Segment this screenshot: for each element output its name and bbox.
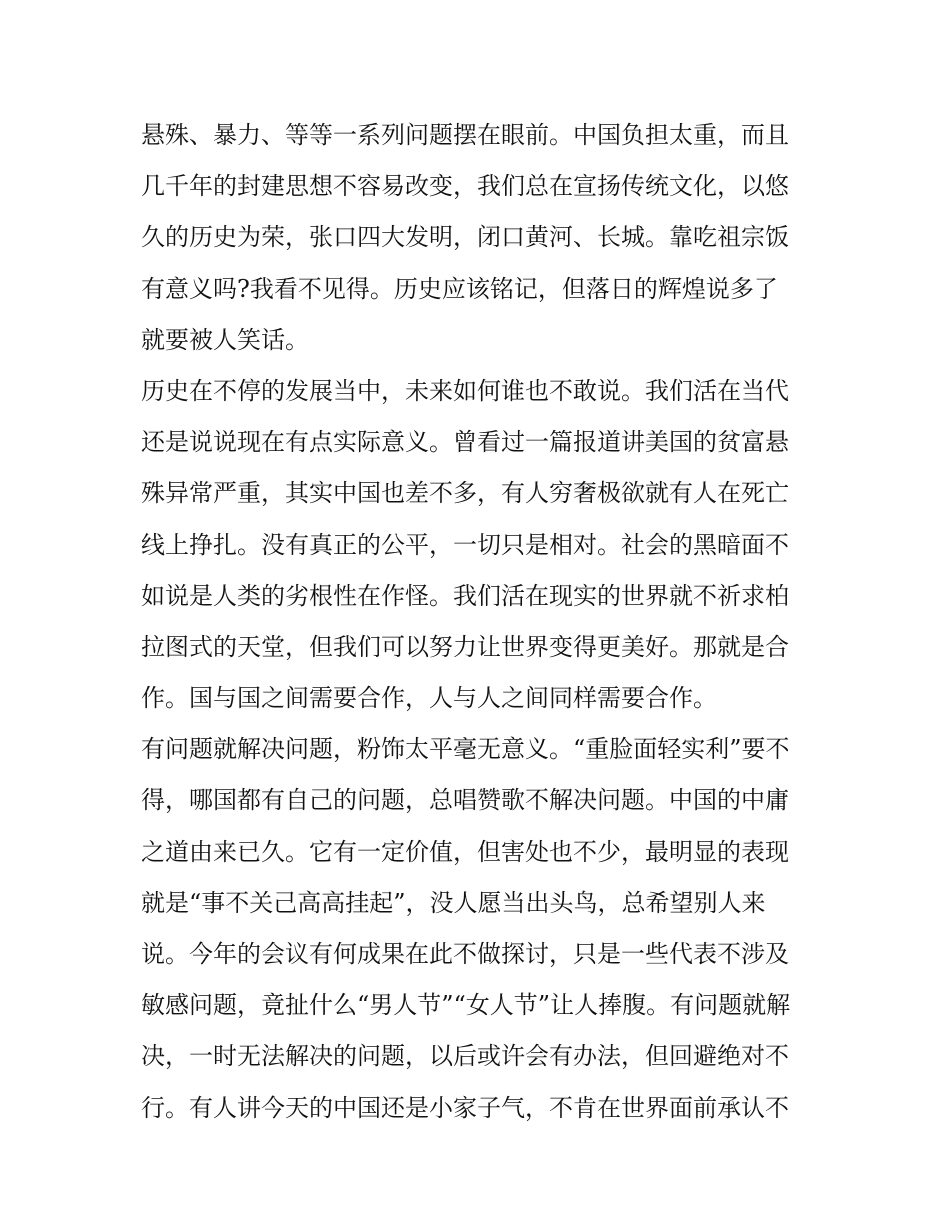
- text-line: 作。国与国之间需要合作，人与人之间同样需要合作。: [141, 684, 717, 713]
- text-line: 还是说说现在有点实际意义。曾看过一篇报道讲美国的贫富悬: [141, 428, 789, 457]
- text-line: 拉图式的天堂，但我们可以努力让世界变得更美好。那就是合: [141, 632, 789, 661]
- text-line: 几千年的封建思想不容易改变，我们总在宣扬传统文化，以悠: [141, 172, 789, 201]
- text-line: 决，一时无法解决的问题，以后或许会有办法，但回避绝对不: [141, 1042, 789, 1071]
- text-line: 就是“事不关己高高挂起”，没人愿当出头鸟，总希望别人来: [141, 888, 766, 917]
- text-line: 线上挣扎。没有真正的公平，一切只是相对。社会的黑暗面不: [141, 530, 789, 559]
- text-line: 得，哪国都有自己的问题，总唱赞歌不解决问题。中国的中庸: [141, 786, 789, 815]
- text-line: 之道由来已久。它有一定价值，但害处也不少，最明显的表现: [141, 837, 789, 866]
- text-line: 悬殊、暴力、等等一系列问题摆在眼前。中国负担太重，而且: [141, 121, 789, 149]
- text-line: 敏感问题，竟扯什么“男人节”“女人节”让人捧腹。有问题就解: [141, 991, 791, 1020]
- text-line: 殊异常严重，其实中国也差不多，有人穷奢极欲就有人在死亡: [141, 479, 789, 508]
- text-line: 行。有人讲今天的中国还是小家子气，不肯在世界面前承认不: [141, 1093, 789, 1122]
- text-line: 有问题就解决问题，粉饰太平毫无意义。“重脸面轻实利”要不: [141, 735, 790, 764]
- document-body: [141, 110, 811, 1134]
- text-line: 说。今年的会议有何成果在此不做探讨，只是一些代表不涉及: [141, 940, 789, 968]
- text-line: 久的历史为荣，张口四大发明，闭口黄河、长城。靠吃祖宗饭: [141, 223, 789, 252]
- text-line: 就要被人笑话。: [141, 325, 309, 354]
- text-line: 历史在不停的发展当中，未来如何谁也不敢说。我们活在当代: [141, 376, 789, 405]
- text-line: 有意义吗?我看不见得。历史应该铭记，但落日的辉煌说多了: [141, 274, 778, 303]
- text-line: 如说是人类的劣根性在作怪。我们活在现实的世界就不祈求柏: [141, 581, 789, 610]
